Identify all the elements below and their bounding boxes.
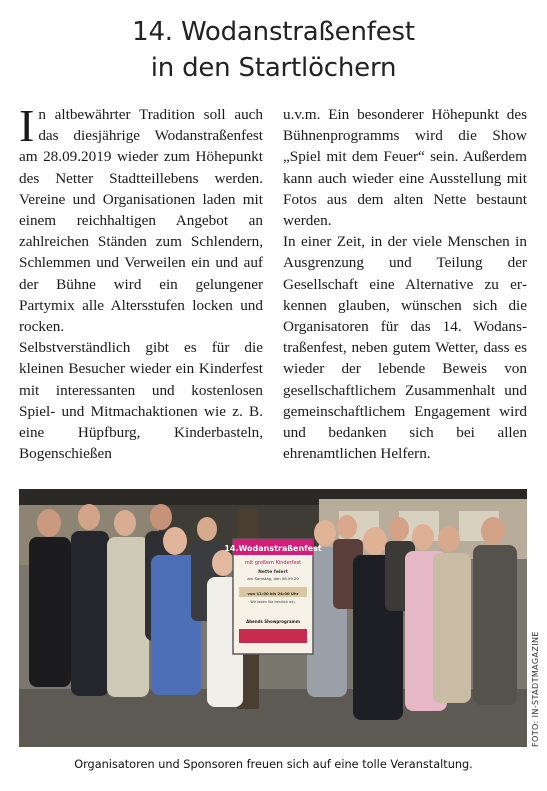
headline-line-2: in den Startlöchern <box>150 53 397 83</box>
poster-line-3: von 11:00 bis 24:00 Uhr <box>247 591 299 596</box>
paragraph-kinderfest: Selbstverständlich gibt es für die kleinen Besucher wieder ein Kinderfest mit interessanten und kostenlosen Spiel- und Mitmachaktionen wie z. B. eine Hüpfburg, Kinderbasteln, Bogenschießen <box>19 339 263 463</box>
photo-caption: Organisatoren und Sponsoren freuen sich auf eine tolle Veranstaltung. <box>74 758 473 771</box>
paragraph-program: u.v.m. Ein besonderer Höhepunkt des Bühnenprogramms wird die Show „Spiel mit dem Feuer“ sein. Außerdem kann auch wieder eine Ausstellung mit Fotos aus dem alten Nette bestaunt werden. <box>283 106 527 230</box>
poster-title: 14.Wodanstraßenfest <box>224 544 322 553</box>
article-column-left <box>19 100 263 464</box>
poster-line-4: Wir laden Sie herzlich ein. <box>250 600 296 604</box>
article-headline <box>0 14 547 86</box>
paragraph-closing: In einer Zeit, in der viele Menschen in Ausgrenzung und Teilung der Gesellschaft eine Alternative zu erkennen glauben, wünschen sich die Organisatoren für das 14. Wodanstraßenfest, neben gutem Wetter, dass es wieder der lebende Beweis von gesellschaftlichem Zusammenhalt und gemeinschaftlichem Engagement wird und bedanken sich bei allen ehrenamtlichen Helfern. <box>283 233 527 463</box>
article-column-right <box>283 104 527 464</box>
poster-line-5: Abends Showprogramm <box>246 619 300 624</box>
paragraph-intro-text: n altbewährter Tradition soll auch das diesjährige Wodanstraßenfest am 28.09.2019 wieder zum Höhepunkt des Netter Stadtteillebens werden. Vereine und Organisationen laden mit einem reichhaltigen Angebot an zahlreichen Ständen zum Schlendern, Schlemmen und Verweilen ein und auf der Bühne wird ein gelungener Partymix alle Altersstufen locken und rocken. <box>19 106 263 336</box>
poster-line-1: Nette feiert <box>258 570 288 575</box>
headline-line-1: 14. Wodanstraßenfest <box>132 17 415 47</box>
drop-cap: I <box>19 100 35 151</box>
paragraph-intro <box>19 100 263 337</box>
group-photo <box>19 489 527 747</box>
event-poster <box>224 539 322 654</box>
poster-line-2: am Samstag, den 28.09.20 <box>247 576 299 581</box>
poster-subtitle: mit großem Kinderfest <box>244 560 302 566</box>
photo-credit: FOTO: IN-STADTMAGAZINE <box>531 631 540 747</box>
